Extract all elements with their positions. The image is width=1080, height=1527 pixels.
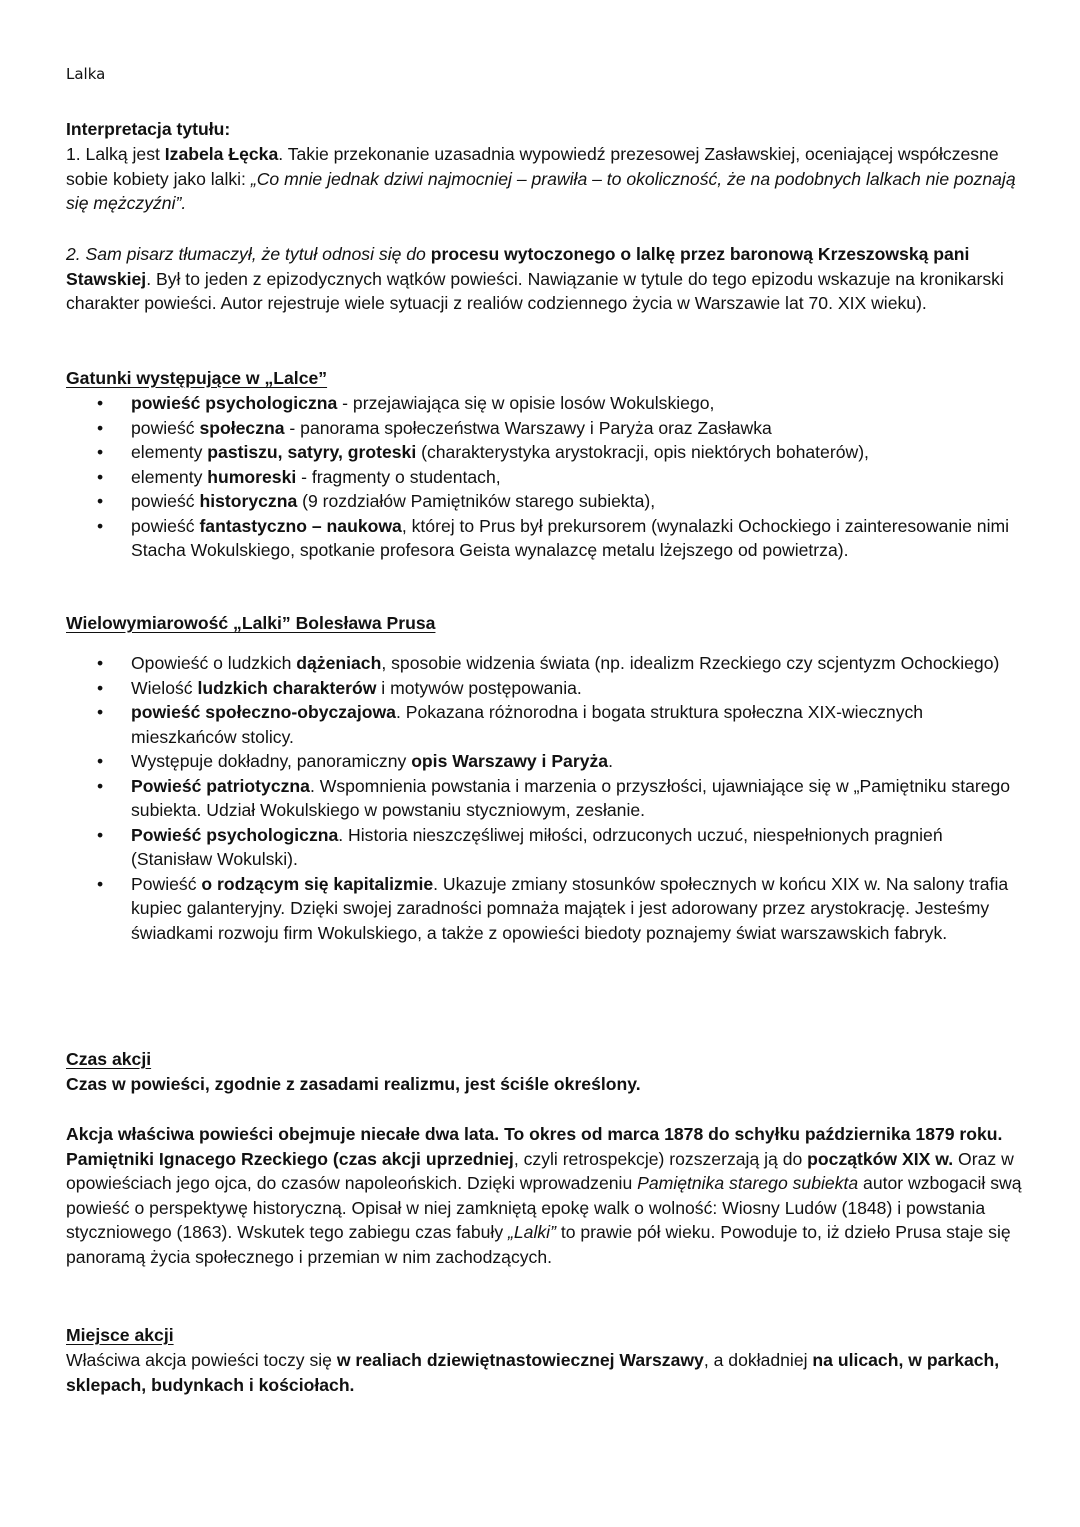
multidimensionality-list [66,651,1026,945]
list-item: • powieść społeczna - panorama społeczeństwa Warszawy i Paryża oraz Zasławka [66,416,1026,441]
list-item: • powieść historyczna (9 rozdziałów Pamiętników starego subiekta), [66,489,1026,514]
genres-list [66,391,1026,563]
list-item: • Powieść o rodzącym się kapitalizmie. Ukazuje zmiany stosunków społecznych w końcu XIX w. Na salony trafia kupiec galanteryjny. Dzięki swojej zaradności pomnaża majątek i jest adorowany przez arystokrację. Jesteśmy świadkami rozwoju firm Wokulskiego, a także z opowieści biedoty poznajemy świat warszawskich fabryk. [66,872,1026,946]
heading-multidimensionality: Wielowymiarowość „Lalki” Bolesława Prusa [66,613,436,633]
list-item: • Występuje dokładny, panoramiczny opis Warszawy i Paryża. [66,749,1026,774]
page-header: Lalka [66,65,106,83]
list-item: • Opowieść o ludzkich dążeniach, sposobie widzenia świata (np. idealizm Rzeckiego czy scjentyzm Ochockiego) [66,651,1026,676]
heading-genres: Gatunki występujące w „Lalce” [66,368,328,388]
list-item: • powieść społeczno-obyczajowa. Pokazana różnorodna i bogata struktura społeczna XIX-wiecznych mieszkańców stolicy. [66,700,1026,749]
heading-title-interpretation: Interpretacja tytułu: [66,119,231,139]
paragraph-time: Akcja właściwa powieści obejmuje niecałe dwa lata. To okres od marca 1878 do schyłku października 1879 roku. Pamiętniki Ignacego Rzeckiego (czas akcji uprzedniej, czyli retrospekcje) rozszerzają ją do początków XIX w. Oraz w opowieściach jego ojca, do czasów napoleońskich. Dzięki wprowadzeniu Pamiętnika starego subiekta autor wzbogacił swą powieść o perspektywę historyczną. Opisał w niej zamkniętą epokę walk o wolność: Wiosny Ludów (1848) i powstania styczniowego (1863). Wskutek tego zabiegu czas fabuły „Lalki” to prawie pół wieku. Powoduje to, iż dzieło Prusa staje się panoramą życia społecznego i przemian w nim zachodzących. [66,1124,1022,1267]
list-item: • Powieść psychologiczna. Historia nieszczęśliwej miłości, odrzuconych uczuć, niespełnionych pragnień (Stanisław Wokulski). [66,823,1026,872]
list-item: • elementy humoreski - fragmenty o studentach, [66,465,1026,490]
list-item: • powieść fantastyczno – naukowa, której to Prus był prekursorem (wynalazki Ochockiego i zainteresowanie nimi Stacha Wokulskiego, spotkanie profesora Geista wynalazcę metalu lżejszego od powietrza). [66,514,1026,563]
time-lead: Czas w powieści, zgodnie z zasadami realizmu, jest ściśle określony. [66,1074,641,1094]
heading-time: Czas akcji [66,1049,152,1069]
list-item: • elementy pastiszu, satyry, groteski (charakterystyka arystokracji, opis niektórych bohaterów), [66,440,1026,465]
paragraph-interpretation-2: 2. Sam pisarz tłumaczył, że tytuł odnosi się do procesu wytoczonego o lalkę przez baronową Krzeszowską pani Stawskiej. Był to jeden z epizodycznych wątków powieści. Nawiązanie w tytule do tego epizodu wskazuje na kronikarski charakter powieści. Autor rejestruje wiele sytuacji z realiów codziennego życia w Warszawie lat 70. XIX wieku). [66,244,1004,313]
heading-place: Miejsce akcji [66,1325,174,1345]
list-item: • Wielość ludzkich charakterów i motywów postępowania. [66,676,1026,701]
paragraph-interpretation-1: 1. Lalką jest Izabela Łęcka. Takie przekonanie uzasadnia wypowiedź prezesowej Zasławskiej, oceniającej współczesne sobie kobiety jako lalki: „Co mnie jednak dziwi najmocniej – prawiła – to okoliczność, że na podobnych lalkach nie poznają się mężczyźni”. [66,144,1016,213]
list-item: • Powieść patriotyczna. Wspomnienia powstania i marzenia o przyszłości, ujawniające się w „Pamiętniku starego subiekta. Udział Wokulskiego w powstaniu styczniowym, zesłanie. [66,774,1026,823]
list-item: • powieść psychologiczna - przejawiająca się w opisie losów Wokulskiego, [66,391,1026,416]
paragraph-place: Właściwa akcja powieści toczy się w realiach dziewiętnastowiecznej Warszawy, a dokładniej na ulicach, w parkach, sklepach, budynkach i kościołach. [66,1350,1000,1395]
